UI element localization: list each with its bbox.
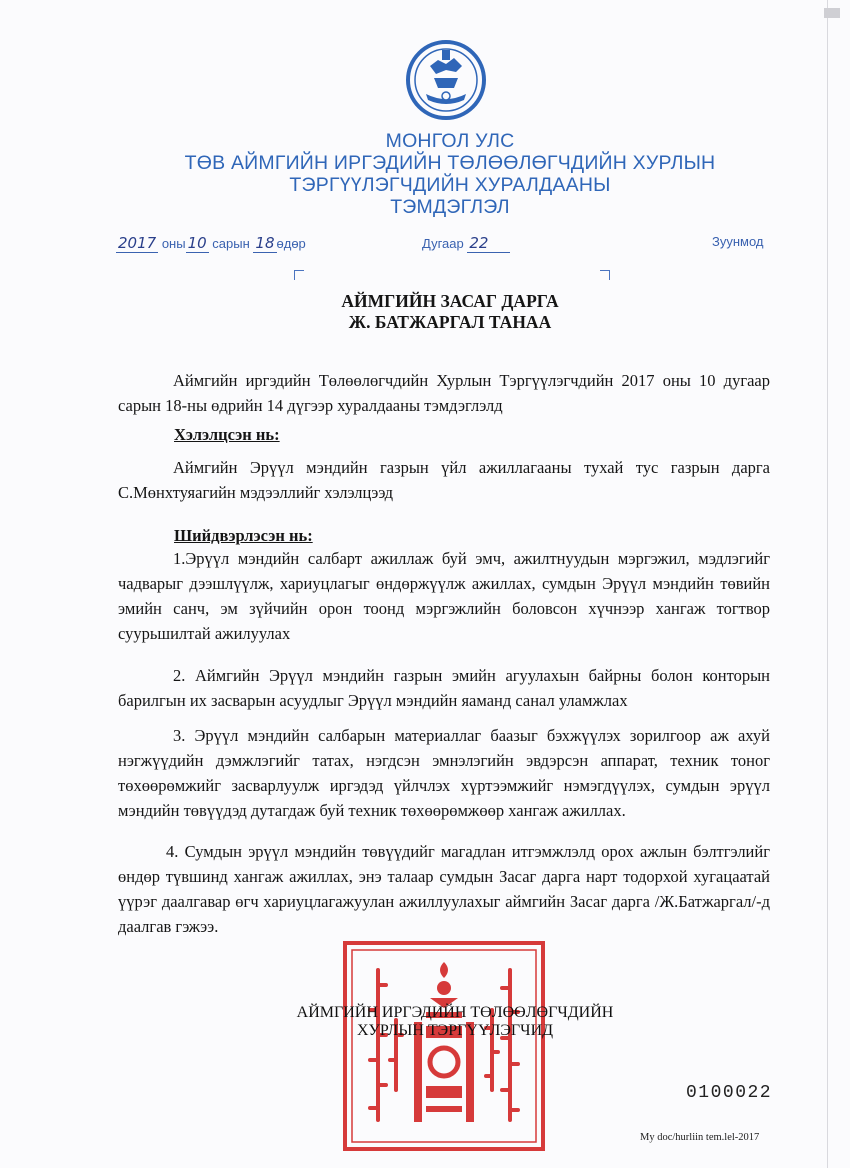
decision-2: 2. Аймгийн Эрүүл мэндийн газрын эмийн агуулахын байрны болон конторын барилгын их засварын асуудлыг Эрүүл мэндийн яаманд санал уламжлах bbox=[118, 666, 770, 710]
header-doc-type: ТЭМДЭГЛЭЛ bbox=[390, 196, 510, 218]
state-emblem-icon bbox=[404, 38, 488, 122]
header-organization: ТӨВ АЙМГИЙН ИРГЭДИЙН ТӨЛӨӨЛӨГЧДИЙН ХУРЛЫН bbox=[184, 152, 716, 174]
number-line bbox=[422, 234, 510, 252]
discussed-paragraph: Аймгийн Эрүүл мэндийн газрын үйл ажиллагааны тухай тус газрын дарга С.Мөнхтуяагийн мэдээллийг хэлэлцээд bbox=[118, 458, 770, 502]
header-presidium: ТЭРГҮҮЛЭГЧДИЙН ХУРАЛДААНЫ bbox=[289, 174, 611, 196]
year-label: оны bbox=[161, 236, 186, 251]
header-country: МОНГОЛ УЛС bbox=[385, 130, 515, 152]
decided-heading: Шийдвэрлэсэн нь: bbox=[174, 526, 313, 545]
date-line bbox=[116, 234, 306, 252]
decision-1: 1.Эрүүл мэндийн салбарт ажиллаж буй эмч, ажилтнуудын мэргэжил, мэдлэгийг чадварыг дээшлүүлж, хариуцлагыг өндөржүүлж ажиллах, сумдын Эрүүл мэндийн төвийн эмийн санч, эм зүйчийн орон тоонд мэргэжлийн боловсон хүчнээр хангаж тогтвор суурьшилтай ажилуулах bbox=[118, 549, 770, 643]
official-seal-stamp bbox=[342, 940, 546, 1152]
serial-number: 0100022 bbox=[686, 1083, 773, 1103]
doc-number: 22 bbox=[467, 234, 510, 253]
number-label: Дугаар bbox=[422, 236, 464, 251]
date-year: 2017 bbox=[118, 234, 157, 252]
corner-mark bbox=[824, 8, 840, 18]
date-month: 10 bbox=[187, 234, 207, 252]
discussed-heading: Хэлэлцсэн нь: bbox=[174, 425, 280, 444]
day-label: өдөр bbox=[276, 236, 306, 251]
signature-line-1: АЙМГИЙН ИРГЭДИЙН ТӨЛӨӨЛӨГЧДИЙН bbox=[296, 1004, 614, 1021]
bracket-right bbox=[600, 270, 610, 280]
signature-line-2: ХУРЛЫН ТЭРГҮҮЛЭГЧИД bbox=[356, 1022, 554, 1039]
addressee-name: Ж. БАТЖАРГАЛ ТАНАА bbox=[348, 312, 552, 332]
date-day: 18 bbox=[255, 234, 275, 252]
footer-note: My doc/hurliin tem.lel-2017 bbox=[640, 1132, 760, 1143]
addressee-title: АЙМГИЙН ЗАСАГ ДАРГА bbox=[341, 291, 559, 311]
decision-4: 4. Сумдын эрүүл мэндийн төвүүдийг магадлан итгэмжлэлд орох ажлын бэлтгэлийг өндөр түвшинд хангаж ажиллах, энэ талаар сумдын Засаг дарга нарт тодорхой хугацаатай үүрэг даалгавар өгч хариуцлагажуулан ажиллуулахыг аймгийн Засаг дарга /Ж.Батжаргал/-д даалгав гэжээ. bbox=[118, 842, 770, 936]
bracket-left bbox=[294, 270, 304, 280]
place: Зуунмод bbox=[712, 234, 764, 249]
decision-3: 3. Эрүүл мэндийн салбарын материаллаг баазыг бэхжүүлэх зорилгоор аж ахуй нэгжүүдийн дэмжлэгийг татах, нэгдсэн эмнэлэгийн эвдэрсэн аппарат, техник тоног төхөөрөмжийг засварлуулж иргэдэд үйлчлэх хүртээмжийг нэмэгдүүлэх, сумдын эрүүл мэндийн төвүүдэд дутагдаж буй техник төхөөрөмжөөр хангаж ажиллах. bbox=[118, 726, 770, 820]
intro-paragraph: Аймгийн иргэдийн Төлөөлөгчдийн Хурлын Тэргүүлэгчдийн 2017 оны 10 дугаар сарын 18-ны өдрийн 14 дүгээр хуралдааны тэмдэглэлд bbox=[118, 371, 770, 415]
month-label: сарын bbox=[212, 236, 250, 251]
